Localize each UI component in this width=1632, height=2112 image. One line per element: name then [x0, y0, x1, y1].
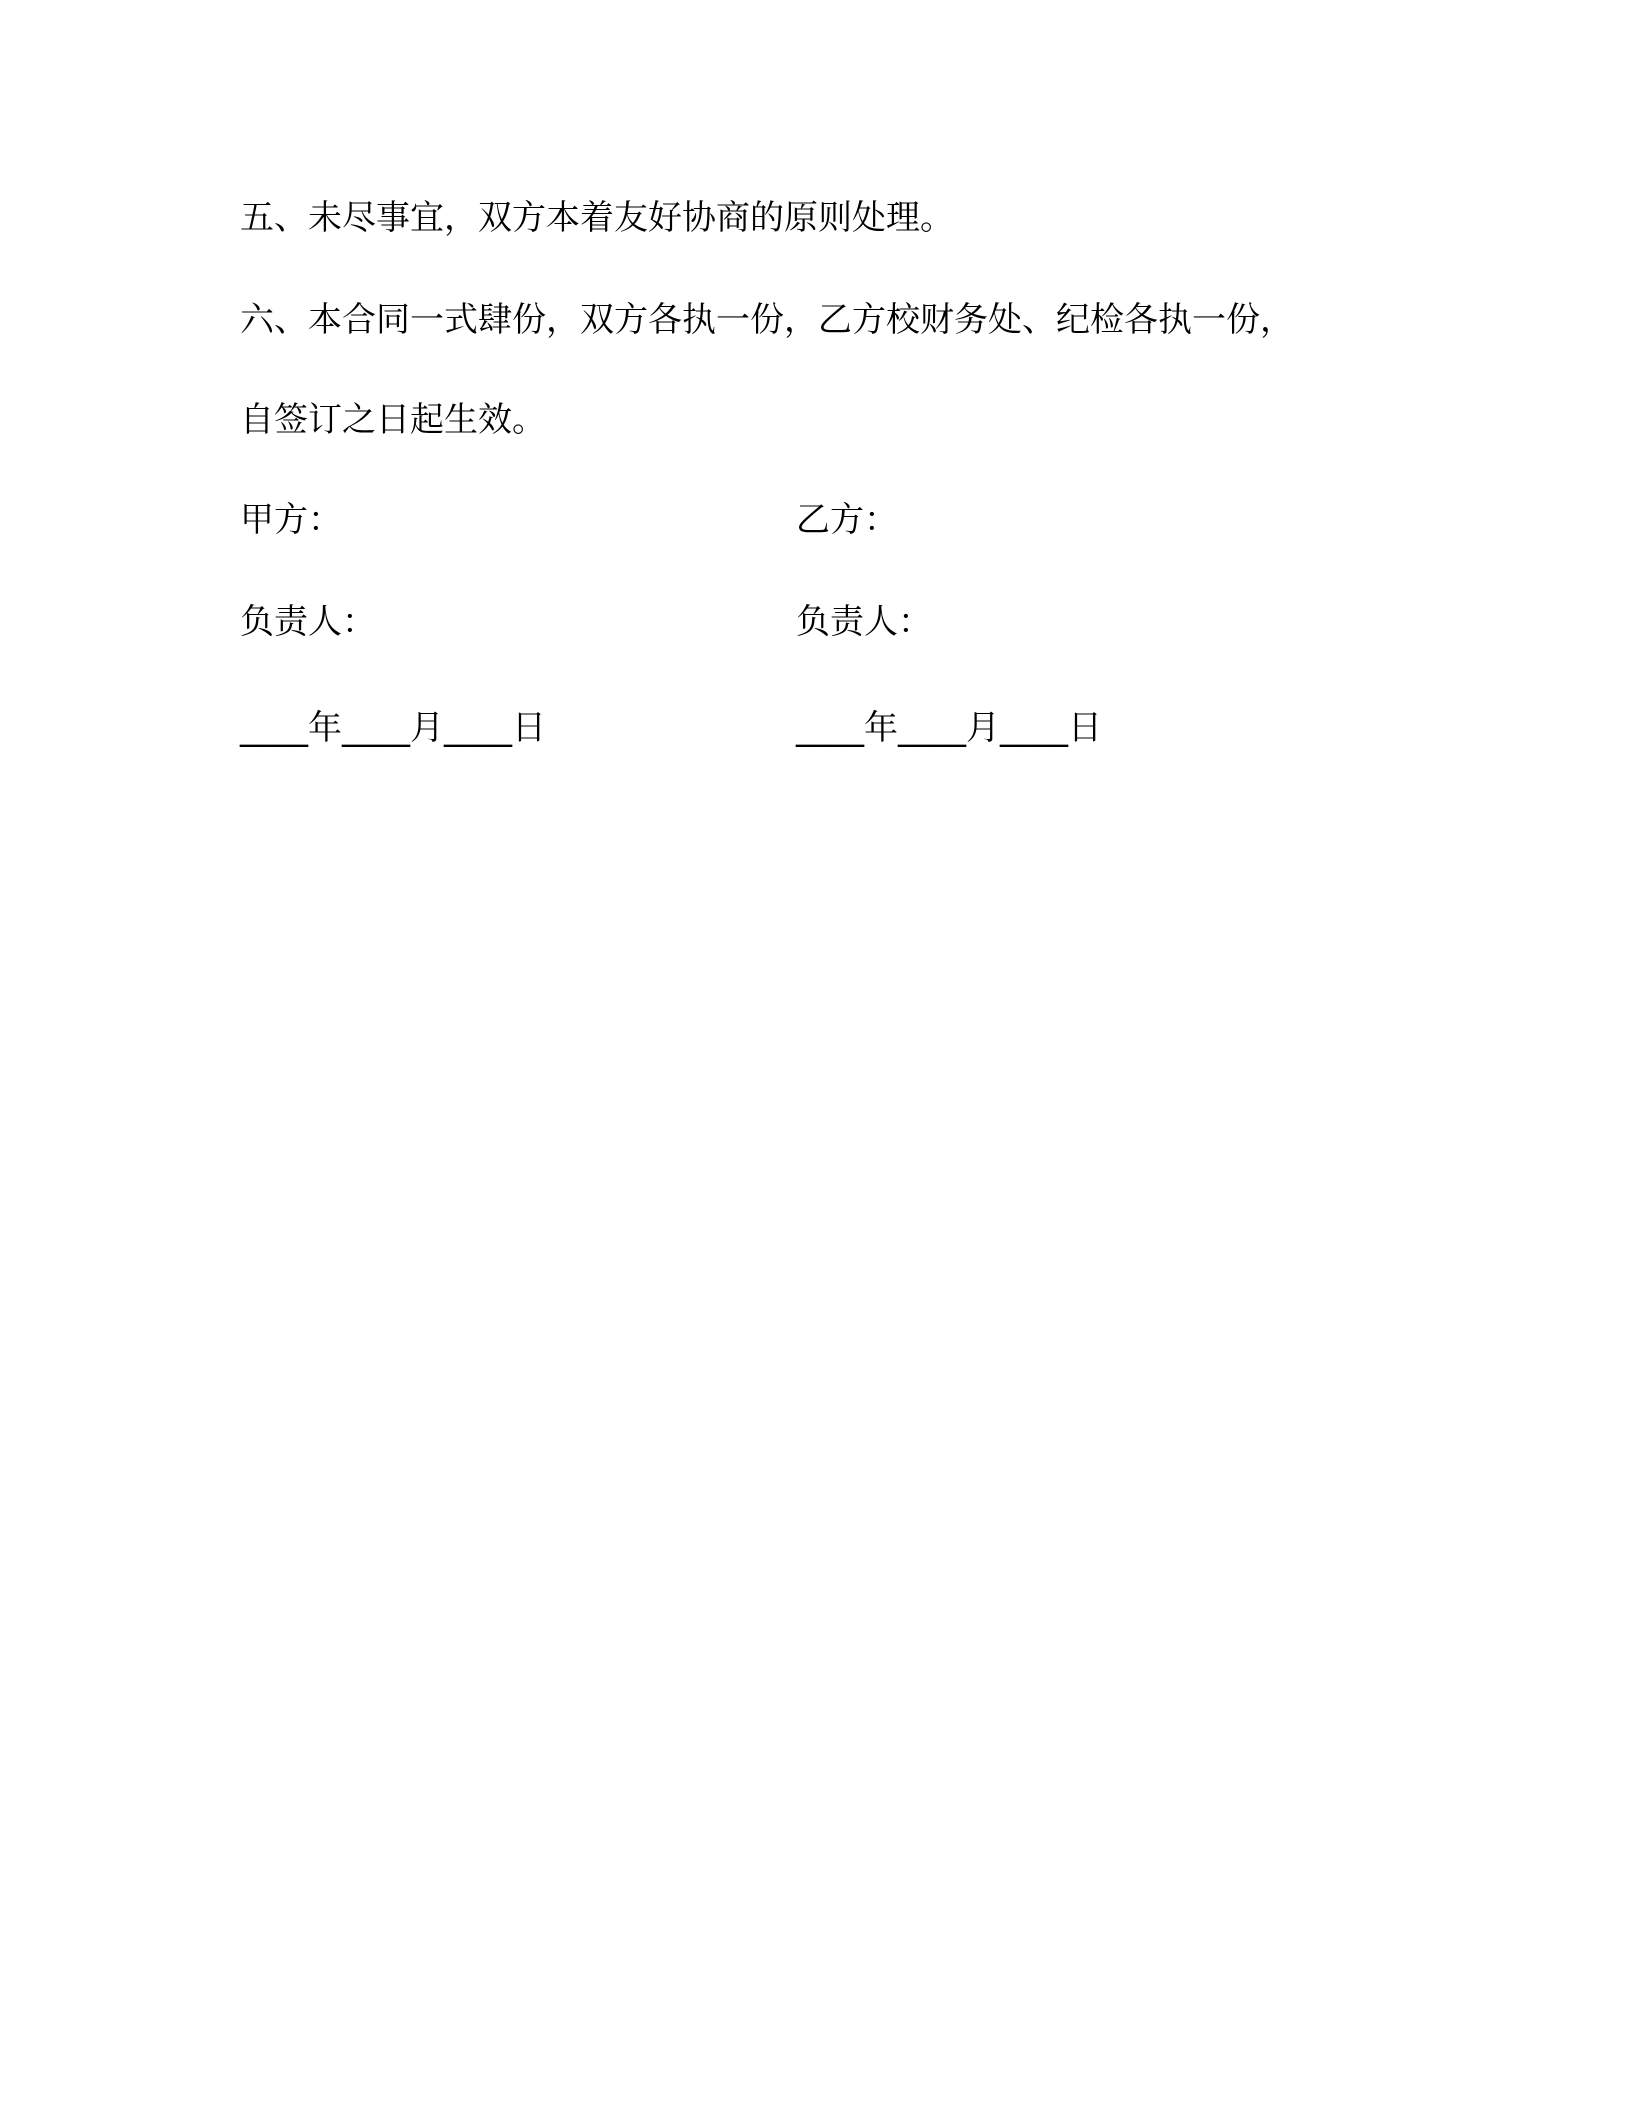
clause-6-text-line1: 六、本合同一式肆份，双方各执一份，乙方校财务处、纪检各执一份， [240, 300, 1294, 340]
signature-party-row [240, 498, 1440, 542]
clause-6-text-line2: 自签订之日起生效。 [240, 400, 546, 440]
party-b-person-label: 负责人： [796, 602, 932, 642]
party-a-person-label: 负责人： [240, 602, 376, 642]
clause-5-text: 五、未尽事宜，双方本着友好协商的原则处理。 [240, 198, 954, 238]
party-a-date: ____年____月____日 [240, 708, 546, 748]
party-b-label: 乙方： [796, 500, 898, 540]
party-b-date: ____年____月____日 [796, 708, 1102, 748]
signature-date-row [240, 706, 1440, 750]
party-a-label: 甲方： [240, 500, 342, 540]
signature-person-row [240, 600, 1440, 644]
